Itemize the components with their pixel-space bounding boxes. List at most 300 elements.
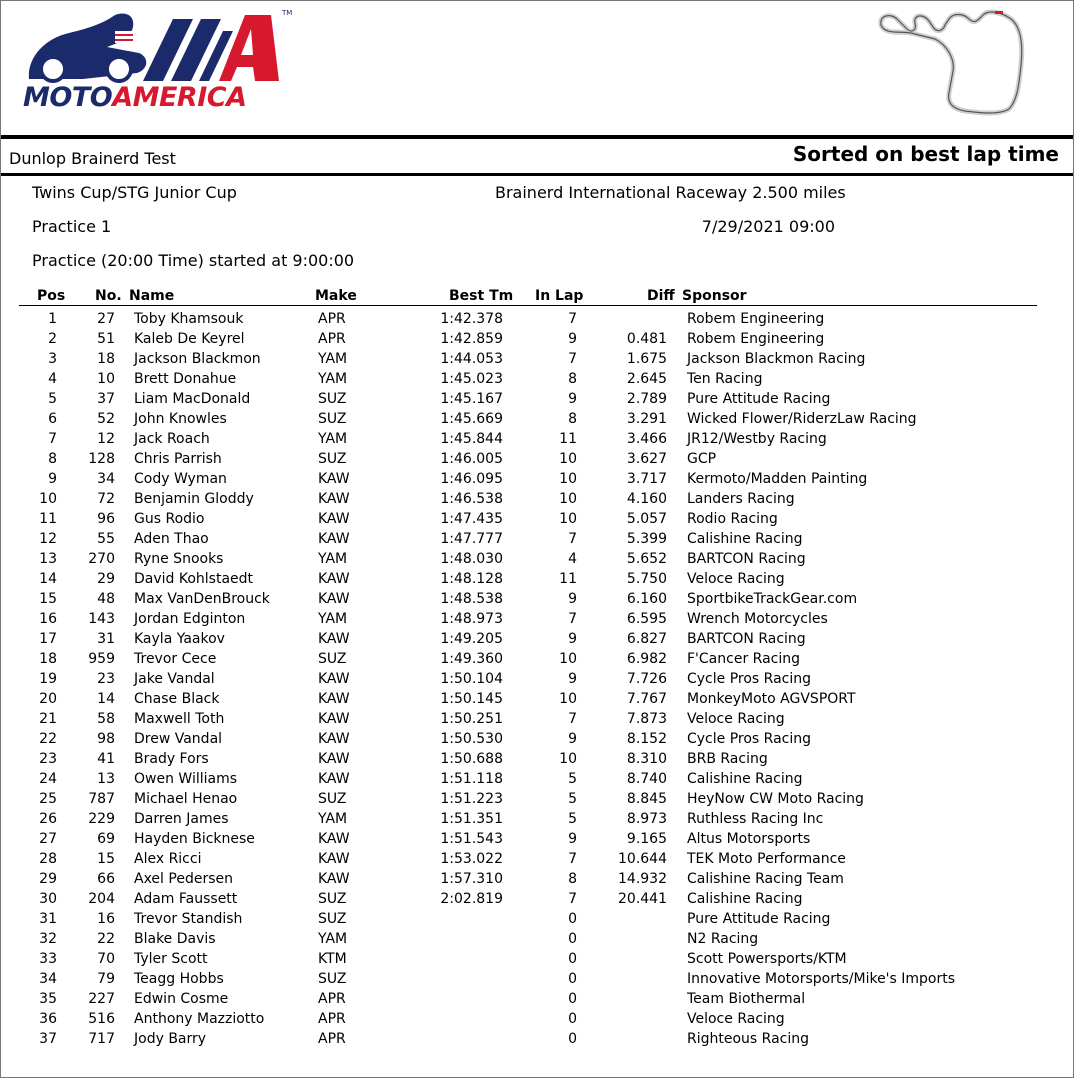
cell-diff: 5.750	[626, 571, 667, 587]
table-row	[1, 590, 1073, 610]
cell-pos: 32	[39, 931, 57, 947]
cell-name: Alex Ricci	[134, 851, 202, 867]
cell-pos: 17	[39, 631, 57, 647]
cell-no: 37	[97, 391, 115, 407]
cell-no: 51	[97, 331, 115, 347]
cell-make: KAW	[318, 711, 350, 727]
cell-make: SUZ	[318, 911, 347, 927]
table-row	[1, 490, 1073, 510]
cell-name: Aden Thao	[134, 531, 209, 547]
cell-sponsor: Righteous Racing	[687, 1031, 810, 1047]
table-row	[1, 950, 1073, 970]
cell-pos: 21	[39, 711, 57, 727]
cell-diff: 8.152	[626, 731, 667, 747]
track-map-icon	[871, 5, 1031, 117]
cell-diff: 3.466	[626, 431, 667, 447]
cell-diff: 2.789	[626, 391, 667, 407]
event-name: Dunlop Brainerd Test	[9, 149, 176, 168]
results-table-body	[1, 310, 1073, 1050]
col-best: Best Tm	[449, 288, 514, 304]
cell-name: Cody Wyman	[134, 471, 227, 487]
cell-lap: 11	[559, 431, 577, 447]
cell-best: 1:49.360	[440, 651, 503, 667]
cell-best: 2:02.819	[440, 891, 503, 907]
cell-sponsor: Veloce Racing	[687, 1011, 785, 1027]
cell-diff: 0.481	[626, 331, 667, 347]
cell-pos: 8	[48, 451, 57, 467]
cell-make: KAW	[318, 691, 350, 707]
col-diff: Diff	[647, 288, 675, 304]
cell-lap: 9	[568, 671, 577, 687]
cell-pos: 29	[39, 871, 57, 887]
cell-lap: 9	[568, 391, 577, 407]
cell-lap: 10	[559, 511, 577, 527]
table-row	[1, 1030, 1073, 1050]
cell-name: Owen Williams	[134, 771, 238, 787]
cell-name: Tyler Scott	[134, 951, 208, 967]
cell-lap: 0	[568, 991, 577, 1007]
cell-best: 1:48.128	[440, 571, 503, 587]
cell-make: APR	[318, 331, 346, 347]
cell-pos: 37	[39, 1031, 57, 1047]
sort-label: Sorted on best lap time	[792, 142, 1059, 166]
cell-diff: 3.717	[626, 471, 667, 487]
cell-pos: 35	[39, 991, 57, 1007]
cell-no: 16	[97, 911, 115, 927]
cell-sponsor: Scott Powersports/KTM	[687, 951, 847, 967]
table-row	[1, 610, 1073, 630]
cell-no: 717	[88, 1031, 115, 1047]
cell-lap: 7	[568, 711, 577, 727]
cell-name: Kayla Yaakov	[134, 631, 225, 647]
cell-make: YAM	[318, 811, 348, 827]
class-name: Twins Cup/STG Junior Cup	[32, 183, 237, 202]
cell-diff: 5.057	[626, 511, 667, 527]
cell-no: 516	[88, 1011, 115, 1027]
cell-diff: 3.291	[626, 411, 667, 427]
cell-name: Brett Donahue	[134, 371, 237, 387]
cell-make: KAW	[318, 591, 350, 607]
cell-sponsor: Team Biothermal	[687, 991, 806, 1007]
col-lap: In Lap	[535, 288, 584, 304]
cell-name: Benjamin Gloddy	[134, 491, 254, 507]
cell-name: Edwin Cosme	[134, 991, 229, 1007]
cell-make: SUZ	[318, 791, 347, 807]
cell-sponsor: Cycle Pros Racing	[687, 731, 812, 747]
cell-no: 22	[97, 931, 115, 947]
cell-pos: 5	[48, 391, 57, 407]
cell-name: Brady Fors	[134, 751, 209, 767]
cell-name: John Knowles	[134, 411, 227, 427]
cell-name: Trevor Standish	[134, 911, 243, 927]
cell-no: 787	[88, 791, 115, 807]
cell-diff: 7.873	[626, 711, 667, 727]
cell-no: 229	[88, 811, 115, 827]
cell-name: Max VanDenBrouck	[134, 591, 270, 607]
cell-sponsor: F'Cancer Racing	[687, 651, 800, 667]
cell-pos: 30	[39, 891, 57, 907]
cell-best: 1:48.030	[440, 551, 503, 567]
cell-best: 1:51.223	[440, 791, 503, 807]
cell-diff: 10.644	[618, 851, 667, 867]
logo-graphic	[23, 9, 285, 85]
cell-no: 72	[97, 491, 115, 507]
cell-pos: 11	[39, 511, 57, 527]
cell-best: 1:50.530	[440, 731, 503, 747]
cell-sponsor: Ten Racing	[687, 371, 763, 387]
table-row	[1, 670, 1073, 690]
cell-name: Teagg Hobbs	[134, 971, 224, 987]
cell-diff: 6.160	[626, 591, 667, 607]
table-row	[1, 350, 1073, 370]
cell-no: 34	[97, 471, 115, 487]
cell-sponsor: Landers Racing	[687, 491, 795, 507]
cell-lap: 9	[568, 591, 577, 607]
cell-lap: 10	[559, 491, 577, 507]
cell-sponsor: Rodio Racing	[687, 511, 778, 527]
cell-best: 1:46.005	[440, 451, 503, 467]
cell-lap: 8	[568, 411, 577, 427]
cell-make: KTM	[318, 951, 347, 967]
cell-sponsor: JR12/Westby Racing	[687, 431, 827, 447]
cell-no: 18	[97, 351, 115, 367]
cell-no: 52	[97, 411, 115, 427]
cell-no: 204	[88, 891, 115, 907]
cell-diff: 6.827	[626, 631, 667, 647]
cell-name: Maxwell Toth	[134, 711, 225, 727]
cell-pos: 18	[39, 651, 57, 667]
cell-diff: 2.645	[626, 371, 667, 387]
cell-pos: 33	[39, 951, 57, 967]
cell-sponsor: Cycle Pros Racing	[687, 671, 812, 687]
cell-best: 1:57.310	[440, 871, 503, 887]
cell-sponsor: Calishine Racing	[687, 531, 803, 547]
cell-best: 1:48.538	[440, 591, 503, 607]
cell-make: KAW	[318, 751, 350, 767]
cell-sponsor: Wicked Flower/RiderzLaw Racing	[687, 411, 917, 427]
cell-make: YAM	[318, 611, 348, 627]
table-row	[1, 410, 1073, 430]
cell-name: Gus Rodio	[134, 511, 205, 527]
cell-pos: 36	[39, 1011, 57, 1027]
cell-pos: 31	[39, 911, 57, 927]
cell-sponsor: Kermoto/Madden Painting	[687, 471, 868, 487]
cell-pos: 4	[48, 371, 57, 387]
table-row	[1, 910, 1073, 930]
cell-name: Chase Black	[134, 691, 220, 707]
table-row	[1, 1010, 1073, 1030]
cell-no: 31	[97, 631, 115, 647]
cell-pos: 22	[39, 731, 57, 747]
logo-wordmark	[23, 83, 285, 113]
track-name: Brainerd International Raceway 2.500 miles	[495, 183, 846, 202]
table-row	[1, 370, 1073, 390]
cell-no: 70	[97, 951, 115, 967]
cell-best: 1:42.859	[440, 331, 503, 347]
cell-name: Anthony Mazziotto	[134, 1011, 265, 1027]
cell-no: 96	[97, 511, 115, 527]
cell-sponsor: Robem Engineering	[687, 311, 825, 327]
cell-make: APR	[318, 1031, 346, 1047]
cell-sponsor: SportbikeTrackGear.com	[687, 591, 858, 607]
cell-best: 1:45.669	[440, 411, 503, 427]
cell-name: Drew Vandal	[134, 731, 223, 747]
cell-diff: 3.627	[626, 451, 667, 467]
cell-best: 1:50.145	[440, 691, 503, 707]
cell-make: SUZ	[318, 411, 347, 427]
cell-sponsor: Veloce Racing	[687, 711, 785, 727]
cell-lap: 9	[568, 331, 577, 347]
cell-lap: 5	[568, 811, 577, 827]
table-row	[1, 630, 1073, 650]
cell-diff: 4.160	[626, 491, 667, 507]
cell-pos: 19	[39, 671, 57, 687]
cell-sponsor: Wrench Motorcycles	[687, 611, 828, 627]
table-row	[1, 390, 1073, 410]
cell-sponsor: TEK Moto Performance	[687, 851, 846, 867]
cell-make: KAW	[318, 671, 350, 687]
cell-best: 1:51.118	[440, 771, 503, 787]
cell-name: Liam MacDonald	[134, 391, 251, 407]
cell-make: YAM	[318, 931, 348, 947]
cell-diff: 5.652	[626, 551, 667, 567]
cell-best: 1:45.023	[440, 371, 503, 387]
cell-sponsor: GCP	[687, 451, 717, 467]
cell-name: Jordan Edginton	[134, 611, 246, 627]
cell-make: KAW	[318, 511, 350, 527]
cell-make: KAW	[318, 851, 350, 867]
cell-sponsor: Calishine Racing	[687, 891, 803, 907]
cell-diff: 20.441	[618, 891, 667, 907]
cell-make: YAM	[318, 551, 348, 567]
cell-no: 15	[97, 851, 115, 867]
cell-name: Jackson Blackmon	[134, 351, 261, 367]
cell-make: SUZ	[318, 971, 347, 987]
header-rule-bottom	[1, 173, 1073, 176]
cell-diff: 7.726	[626, 671, 667, 687]
cell-no: 79	[97, 971, 115, 987]
table-row	[1, 450, 1073, 470]
cell-best: 1:46.538	[440, 491, 503, 507]
table-row	[1, 550, 1073, 570]
cell-pos: 10	[39, 491, 57, 507]
table-row	[1, 530, 1073, 550]
cell-pos: 15	[39, 591, 57, 607]
cell-name: Kaleb De Keyrel	[134, 331, 245, 347]
cell-pos: 25	[39, 791, 57, 807]
cell-sponsor: BARTCON Racing	[687, 631, 806, 647]
cell-no: 128	[88, 451, 115, 467]
cell-pos: 20	[39, 691, 57, 707]
table-row	[1, 790, 1073, 810]
cell-sponsor: Calishine Racing Team	[687, 871, 844, 887]
cell-name: David Kohlstaedt	[134, 571, 254, 587]
header-underline	[19, 305, 1037, 306]
cell-lap: 0	[568, 971, 577, 987]
cell-pos: 12	[39, 531, 57, 547]
cell-diff: 6.595	[626, 611, 667, 627]
table-row	[1, 570, 1073, 590]
cell-lap: 7	[568, 891, 577, 907]
cell-diff: 8.973	[626, 811, 667, 827]
cell-no: 69	[97, 831, 115, 847]
logo-word-america: AMERICA	[112, 82, 247, 113]
cell-no: 27	[97, 311, 115, 327]
session-name: Practice 1	[32, 217, 112, 236]
cell-make: KAW	[318, 871, 350, 887]
cell-make: SUZ	[318, 451, 347, 467]
cell-lap: 10	[559, 691, 577, 707]
cell-sponsor: Altus Motorsports	[687, 831, 811, 847]
table-row	[1, 770, 1073, 790]
cell-diff: 8.740	[626, 771, 667, 787]
cell-pos: 14	[39, 571, 57, 587]
cell-make: KAW	[318, 491, 350, 507]
cell-lap: 0	[568, 1031, 577, 1047]
cell-make: APR	[318, 1011, 346, 1027]
cell-pos: 23	[39, 751, 57, 767]
cell-no: 227	[88, 991, 115, 1007]
table-row	[1, 850, 1073, 870]
cell-make: YAM	[318, 351, 348, 367]
cell-make: KAW	[318, 531, 350, 547]
col-no: No.	[95, 288, 122, 304]
cell-no: 143	[88, 611, 115, 627]
cell-no: 58	[97, 711, 115, 727]
cell-diff: 6.982	[626, 651, 667, 667]
cell-best: 1:50.688	[440, 751, 503, 767]
cell-lap: 10	[559, 651, 577, 667]
session-note: Practice (20:00 Time) started at 9:00:00	[32, 251, 355, 270]
logo-word-moto: MOTO	[23, 82, 113, 113]
cell-no: 66	[97, 871, 115, 887]
cell-name: Axel Pedersen	[134, 871, 233, 887]
cell-pos: 24	[39, 771, 57, 787]
cell-sponsor: Pure Attitude Racing	[687, 911, 831, 927]
cell-lap: 9	[568, 831, 577, 847]
cell-make: YAM	[318, 371, 348, 387]
cell-diff: 5.399	[626, 531, 667, 547]
cell-lap: 9	[568, 731, 577, 747]
cell-make: APR	[318, 991, 346, 1007]
cell-name: Trevor Cece	[134, 651, 217, 667]
header-rule-top	[1, 135, 1073, 139]
session-date: 7/29/2021 09:00	[701, 217, 835, 236]
cell-lap: 8	[568, 371, 577, 387]
cell-best: 1:51.543	[440, 831, 503, 847]
cell-name: Darren James	[134, 811, 229, 827]
cell-lap: 7	[568, 351, 577, 367]
table-row	[1, 750, 1073, 770]
cell-make: KAW	[318, 831, 350, 847]
cell-name: Chris Parrish	[134, 451, 222, 467]
table-row	[1, 870, 1073, 890]
cell-sponsor: Ruthless Racing Inc	[687, 811, 824, 827]
cell-diff: 14.932	[618, 871, 667, 887]
cell-best: 1:46.095	[440, 471, 503, 487]
cell-lap: 11	[559, 571, 577, 587]
cell-name: Blake Davis	[134, 931, 216, 947]
cell-best: 1:44.053	[440, 351, 503, 367]
table-row	[1, 650, 1073, 670]
cell-diff: 7.767	[626, 691, 667, 707]
cell-lap: 5	[568, 791, 577, 807]
cell-no: 55	[97, 531, 115, 547]
cell-diff: 1.675	[626, 351, 667, 367]
col-make: Make	[315, 288, 357, 304]
cell-pos: 27	[39, 831, 57, 847]
cell-sponsor: Pure Attitude Racing	[687, 391, 831, 407]
cell-name: Jake Vandal	[134, 671, 215, 687]
cell-make: APR	[318, 311, 346, 327]
cell-make: KAW	[318, 571, 350, 587]
cell-lap: 0	[568, 1011, 577, 1027]
cell-diff: 9.165	[626, 831, 667, 847]
cell-make: SUZ	[318, 391, 347, 407]
cell-best: 1:47.435	[440, 511, 503, 527]
cell-lap: 0	[568, 911, 577, 927]
cell-best: 1:47.777	[440, 531, 503, 547]
table-row	[1, 970, 1073, 990]
table-row	[1, 930, 1073, 950]
cell-pos: 28	[39, 851, 57, 867]
table-row	[1, 710, 1073, 730]
cell-no: 13	[97, 771, 115, 787]
cell-no: 98	[97, 731, 115, 747]
cell-no: 10	[97, 371, 115, 387]
cell-pos: 16	[39, 611, 57, 627]
cell-lap: 9	[568, 631, 577, 647]
cell-no: 270	[88, 551, 115, 567]
cell-lap: 0	[568, 951, 577, 967]
table-row	[1, 330, 1073, 350]
cell-no: 48	[97, 591, 115, 607]
cell-no: 14	[97, 691, 115, 707]
col-sponsor: Sponsor	[682, 288, 747, 304]
cell-no: 959	[88, 651, 115, 667]
cell-no: 29	[97, 571, 115, 587]
motoamerica-logo	[23, 9, 293, 113]
cell-lap: 7	[568, 311, 577, 327]
cell-pos: 9	[48, 471, 57, 487]
cell-pos: 6	[48, 411, 57, 427]
cell-diff: 8.310	[626, 751, 667, 767]
cell-sponsor: Calishine Racing	[687, 771, 803, 787]
cell-best: 1:50.104	[440, 671, 503, 687]
cell-lap: 8	[568, 871, 577, 887]
cell-best: 1:50.251	[440, 711, 503, 727]
table-row	[1, 310, 1073, 330]
cell-name: Michael Henao	[134, 791, 238, 807]
table-row	[1, 830, 1073, 850]
cell-sponsor: HeyNow CW Moto Racing	[687, 791, 864, 807]
cell-diff: 8.845	[626, 791, 667, 807]
cell-name: Jody Barry	[134, 1031, 207, 1047]
col-name: Name	[129, 288, 175, 304]
cell-no: 23	[97, 671, 115, 687]
cell-lap: 5	[568, 771, 577, 787]
cell-best: 1:42.378	[440, 311, 503, 327]
cell-no: 41	[97, 751, 115, 767]
cell-best: 1:45.844	[440, 431, 503, 447]
cell-pos: 2	[48, 331, 57, 347]
cell-name: Toby Khamsouk	[134, 311, 244, 327]
cell-lap: 7	[568, 611, 577, 627]
cell-make: SUZ	[318, 651, 347, 667]
cell-sponsor: BRB Racing	[687, 751, 768, 767]
cell-best: 1:45.167	[440, 391, 503, 407]
cell-sponsor: Robem Engineering	[687, 331, 825, 347]
